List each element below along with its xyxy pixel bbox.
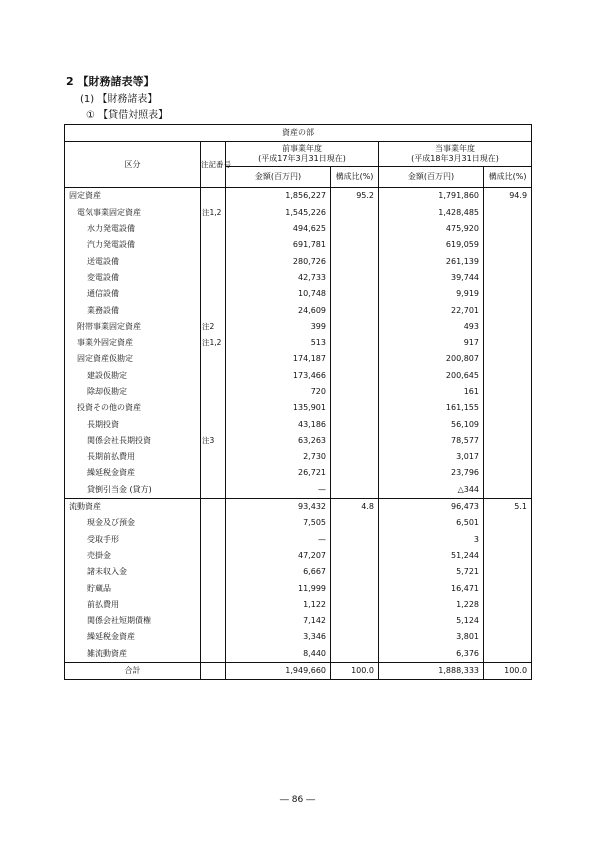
table-row [65,433,532,449]
row-note [201,629,226,645]
row-note [201,221,226,237]
total-prev-ratio: 100.0 [331,662,379,679]
total-note [201,662,226,679]
row-note [201,286,226,302]
row-prev-ratio [331,433,379,449]
row-prev-amount: 1,122 [226,597,331,613]
row-prev-ratio [331,613,379,629]
row-prev-amount: 26,721 [226,465,331,481]
table-row [65,237,532,253]
row-prev-amount: 1,545,226 [226,205,331,221]
row-note: 注1,2 [201,205,226,221]
row-curr-amount: 619,059 [379,237,484,253]
row-prev-amount: 63,263 [226,433,331,449]
row-label: 固定資産 [65,188,201,205]
row-curr-ratio [484,465,532,481]
row-prev-amount: 43,186 [226,416,331,432]
row-label: 通信設備 [65,286,201,302]
row-label: 長期前払費用 [65,449,201,465]
row-curr-amount: 161,155 [379,400,484,416]
table-row [65,629,532,645]
row-curr-ratio: 94.9 [484,188,532,205]
total-row [65,662,532,679]
row-label: 電気事業固定資産 [65,205,201,221]
row-note [201,597,226,613]
row-note [201,384,226,400]
total-label: 合計 [65,662,201,679]
row-curr-amount: 493 [379,319,484,335]
row-curr-ratio [484,351,532,367]
row-prev-ratio [331,205,379,221]
table-row [65,368,532,384]
row-prev-amount: 720 [226,384,331,400]
row-curr-amount: 5,124 [379,613,484,629]
table-row [65,253,532,269]
row-prev-ratio [331,400,379,416]
row-label: 変電設備 [65,270,201,286]
table-row [65,205,532,221]
prev-period-date: (平成17年3月31日現在) [258,154,346,164]
row-prev-ratio [331,416,379,432]
row-curr-ratio [484,368,532,384]
row-prev-ratio [331,646,379,663]
row-note: 注2 [201,319,226,335]
row-label: 長期投資 [65,416,201,432]
row-prev-ratio [331,449,379,465]
note-header: 注記番号 [201,142,226,188]
row-prev-amount: 6,667 [226,564,331,580]
table-row [65,335,532,351]
row-note [201,548,226,564]
row-curr-amount: 56,109 [379,416,484,432]
row-prev-amount: — [226,482,331,499]
curr-amount-header: 金額(百万円) [379,167,484,188]
prev-period-title: 前事業年度 [282,144,322,154]
row-curr-ratio [484,335,532,351]
row-curr-ratio [484,629,532,645]
row-curr-amount: 3 [379,532,484,548]
row-curr-ratio [484,433,532,449]
row-prev-ratio [331,253,379,269]
table-row [65,221,532,237]
row-prev-ratio [331,221,379,237]
row-curr-ratio [484,384,532,400]
row-curr-ratio [484,548,532,564]
row-prev-amount: 174,187 [226,351,331,367]
row-note [201,253,226,269]
row-curr-amount: 200,645 [379,368,484,384]
row-note [201,515,226,531]
prev-period-header [226,142,379,167]
table-row [65,613,532,629]
row-note [201,368,226,384]
row-curr-ratio [484,613,532,629]
row-prev-amount: 494,625 [226,221,331,237]
table-row [65,286,532,302]
row-prev-ratio: 4.8 [331,498,379,515]
table-row [65,465,532,481]
row-prev-amount: 280,726 [226,253,331,269]
row-curr-ratio: 5.1 [484,498,532,515]
page-number: ― 86 ― [279,795,316,805]
category-header: 区分 [65,142,201,188]
row-label: 水力発電設備 [65,221,201,237]
total-curr-amount: 1,888,333 [379,662,484,679]
table-row [65,515,532,531]
row-curr-amount: 39,744 [379,270,484,286]
row-prev-amount: 399 [226,319,331,335]
row-prev-ratio [331,302,379,318]
row-curr-amount: 1,228 [379,597,484,613]
row-curr-ratio [484,253,532,269]
row-curr-ratio [484,482,532,499]
row-prev-amount: 42,733 [226,270,331,286]
row-prev-ratio [331,515,379,531]
row-curr-amount: 5,721 [379,564,484,580]
row-curr-amount: 3,017 [379,449,484,465]
row-label: 雑流動資産 [65,646,201,663]
row-curr-ratio [484,221,532,237]
row-prev-ratio [331,465,379,481]
table-row [65,564,532,580]
row-label: 現金及び預金 [65,515,201,531]
row-label: 建設仮勘定 [65,368,201,384]
row-prev-amount: 7,142 [226,613,331,629]
row-note: 注3 [201,433,226,449]
row-label: 事業外固定資産 [65,335,201,351]
row-curr-amount: 78,577 [379,433,484,449]
row-label: 流動資産 [65,498,201,515]
table-row [65,351,532,367]
row-note [201,532,226,548]
row-label: 繰延税金資産 [65,465,201,481]
table-row [65,384,532,400]
row-prev-amount: 513 [226,335,331,351]
table-row [65,580,532,596]
row-prev-ratio [331,548,379,564]
row-prev-ratio [331,319,379,335]
row-label: 貸倒引当金 (貸方) [65,482,201,499]
row-label: 関係会社短期債権 [65,613,201,629]
prev-amount-header: 金額(百万円) [226,167,331,188]
row-curr-ratio [484,416,532,432]
row-note [201,400,226,416]
row-curr-ratio [484,237,532,253]
row-note [201,465,226,481]
row-curr-amount: 9,919 [379,286,484,302]
row-prev-amount: 24,609 [226,302,331,318]
row-curr-amount: 1,791,860 [379,188,484,205]
row-label: 貯蔵品 [65,580,201,596]
row-curr-amount: 161 [379,384,484,400]
row-note [201,416,226,432]
row-curr-amount: 6,376 [379,646,484,663]
row-label: 関係会社長期投資 [65,433,201,449]
row-prev-ratio [331,532,379,548]
curr-period-date: (平成18年3月31日現在) [411,154,499,164]
row-prev-amount: 10,748 [226,286,331,302]
row-prev-amount: 11,999 [226,580,331,596]
row-curr-amount: 23,796 [379,465,484,481]
row-label: 投資その他の資産 [65,400,201,416]
table-row [65,597,532,613]
row-note [201,270,226,286]
row-prev-amount: 2,730 [226,449,331,465]
row-label: 汽力発電設備 [65,237,201,253]
prev-ratio-header: 構成比(%) [331,167,379,188]
row-curr-ratio [484,205,532,221]
row-curr-amount: 475,920 [379,221,484,237]
table-row [65,416,532,432]
row-prev-amount: 7,505 [226,515,331,531]
row-curr-ratio [484,270,532,286]
table-row [65,449,532,465]
row-prev-amount: 135,901 [226,400,331,416]
row-note [201,482,226,499]
row-label: 受取手形 [65,532,201,548]
row-label: 売掛金 [65,548,201,564]
row-curr-ratio [484,302,532,318]
row-prev-ratio [331,368,379,384]
row-label: 除却仮勘定 [65,384,201,400]
row-curr-amount: 96,473 [379,498,484,515]
row-note [201,449,226,465]
row-label: 諸未収入金 [65,564,201,580]
row-prev-ratio [331,580,379,596]
subsection-heading: (1) 【財務諸表】 [80,94,158,105]
row-curr-amount: △344 [379,482,484,499]
row-curr-amount: 16,471 [379,580,484,596]
table-row [65,548,532,564]
row-label: 繰延税金資産 [65,629,201,645]
period-header-row [65,142,532,167]
curr-period-header [379,142,532,167]
row-curr-ratio [484,449,532,465]
row-curr-ratio [484,286,532,302]
row-curr-amount: 1,428,485 [379,205,484,221]
table-row [65,400,532,416]
row-prev-ratio [331,564,379,580]
row-note [201,351,226,367]
table-row [65,532,532,548]
row-prev-ratio: 95.2 [331,188,379,205]
row-label: 前払費用 [65,597,201,613]
curr-period-title: 当事業年度 [435,144,476,154]
statement-heading: ① 【貸借対照表】 [86,110,169,121]
table-row [65,498,532,515]
table-row [65,482,532,499]
row-label: 送電設備 [65,253,201,269]
row-curr-ratio [484,532,532,548]
table-row [65,188,532,205]
row-label: 附帯事業固定資産 [65,319,201,335]
row-note [201,564,226,580]
row-prev-amount: 8,440 [226,646,331,663]
row-prev-amount: 3,346 [226,629,331,645]
row-prev-ratio [331,597,379,613]
row-note [201,613,226,629]
row-curr-amount: 51,244 [379,548,484,564]
row-note [201,580,226,596]
total-prev-amount: 1,949,660 [226,662,331,679]
row-prev-ratio [331,270,379,286]
row-curr-ratio [484,400,532,416]
row-prev-ratio [331,384,379,400]
row-curr-amount: 22,701 [379,302,484,318]
table-row [65,319,532,335]
row-curr-ratio [484,580,532,596]
section-heading: 2 【財務諸表等】 [66,75,155,88]
table-row [65,646,532,663]
row-note: 注1,2 [201,335,226,351]
row-curr-ratio [484,597,532,613]
table-title: 資産の部 [65,125,532,142]
row-prev-ratio [331,351,379,367]
row-prev-amount: 1,856,227 [226,188,331,205]
row-curr-amount: 261,139 [379,253,484,269]
row-prev-amount: 93,432 [226,498,331,515]
curr-ratio-header: 構成比(%) [484,167,532,188]
row-prev-ratio [331,286,379,302]
row-curr-amount: 917 [379,335,484,351]
row-prev-ratio [331,482,379,499]
row-note [201,188,226,205]
row-note [201,302,226,318]
row-label: 固定資産仮勘定 [65,351,201,367]
row-curr-ratio [484,564,532,580]
row-prev-amount: 691,781 [226,237,331,253]
row-prev-ratio [331,335,379,351]
row-prev-ratio [331,237,379,253]
table-row [65,270,532,286]
row-curr-amount: 200,807 [379,351,484,367]
row-curr-amount: 3,801 [379,629,484,645]
balance-sheet-table [64,124,532,680]
row-prev-amount: — [226,532,331,548]
table-row [65,302,532,318]
row-curr-amount: 6,501 [379,515,484,531]
row-note [201,646,226,663]
row-label: 業務設備 [65,302,201,318]
row-prev-amount: 47,207 [226,548,331,564]
row-prev-ratio [331,629,379,645]
total-curr-ratio: 100.0 [484,662,532,679]
row-curr-ratio [484,319,532,335]
row-note [201,237,226,253]
row-note [201,498,226,515]
row-curr-ratio [484,646,532,663]
table-title-row [65,125,532,142]
row-curr-ratio [484,515,532,531]
row-prev-amount: 173,466 [226,368,331,384]
